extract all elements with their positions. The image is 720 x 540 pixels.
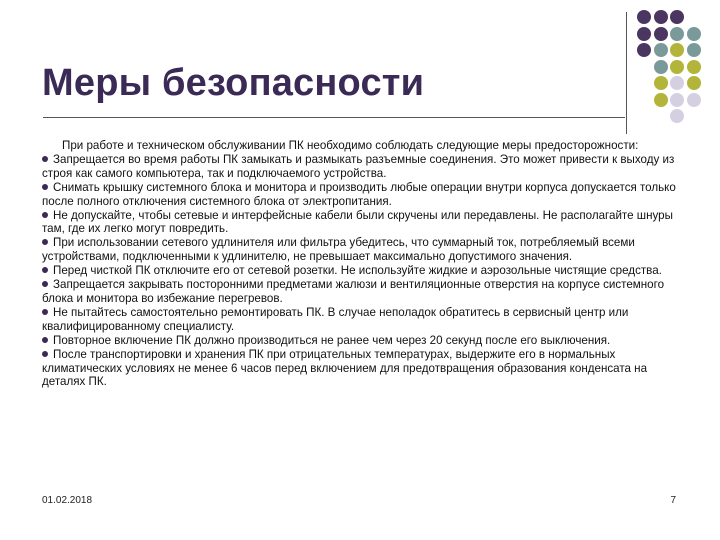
decorative-dot — [637, 27, 651, 41]
decorative-dot — [654, 76, 668, 90]
intro-text: При работе и техническом обслуживании ПК необходимо соблюдать следующие меры предосторожности: — [62, 139, 639, 152]
decorative-dot — [670, 10, 684, 24]
list-item-text: При использовании сетевого удлинителя или фильтра убедитесь, что суммарный ток, потребляемый всеми устройствами, подключенными к удлинителю, не превышает максимально допустимого значения. — [42, 236, 635, 264]
list-item-text: Запрещается закрывать посторонними предметами жалюзи и вентиляционные отверстия на корпусе системного блока и монитора во избежание перегревов. — [42, 278, 665, 305]
decorative-dot — [687, 93, 701, 107]
list-item — [42, 209, 682, 237]
decorative-dot — [654, 93, 668, 107]
decorative-dot — [670, 76, 684, 90]
decorative-dot — [637, 43, 651, 57]
vertical-divider — [626, 12, 627, 134]
bullet-icon — [42, 351, 48, 357]
slide-body — [42, 139, 682, 389]
decorative-dot — [687, 43, 701, 57]
list-item — [42, 278, 682, 306]
list-item-text: Снимать крышку системного блока и монитора и производить любые операции внутри корпуса допускается только после полного отключения системного блока от электропитания. — [42, 180, 676, 208]
title-underline — [43, 117, 625, 118]
list-item — [42, 181, 682, 209]
decorative-dot — [654, 60, 668, 74]
bullet-icon — [42, 337, 48, 343]
bullet-icon — [42, 281, 48, 287]
decorative-dot — [654, 10, 668, 24]
decorative-dot — [687, 27, 701, 41]
list-item-text: Запрещается во время работы ПК замыкать и размыкать разъемные соединения. Это может привести к выходу из строя как самого компьютера, так и подключаемого устройства. — [42, 152, 675, 180]
decorative-dot — [670, 109, 684, 123]
list-item-text: Перед чисткой ПК отключите его от сетевой розетки. Не используйте жидкие и аэрозольные чистящие средства. — [53, 264, 662, 278]
list-item — [42, 264, 682, 278]
list-item-text: Не пытайтесь самостоятельно ремонтировать ПК. В случае неполадок обратитесь в сервисный центр или квалифицированному специалисту. — [42, 305, 629, 333]
bullet-icon — [42, 267, 48, 273]
list-item — [42, 348, 682, 390]
decorative-dot — [670, 27, 684, 41]
decorative-dot — [654, 43, 668, 57]
decorative-dot — [670, 93, 684, 107]
bullet-icon — [42, 309, 48, 315]
list-item — [42, 153, 682, 181]
list-item-text: Повторное включение ПК должно производиться не ранее чем через 20 секунд после его выключения. — [53, 333, 611, 347]
list-item-text: После транспортировки и хранения ПК при отрицательных температурах, выдержите его в нормальных климатических условиях не менее 6 часов перед включением для предотвращения образования конденсата на деталях ПК. — [42, 347, 648, 389]
decorative-dot — [670, 60, 684, 74]
list-item — [42, 306, 682, 334]
list-item-text: Не допускайте, чтобы сетевые и интерфейсные кабели были скручены или передавлены. Не располагайте шнуры там, где их легко могут повредить. — [42, 208, 673, 236]
page-number: 7 — [670, 495, 676, 506]
bullet-icon — [42, 156, 48, 162]
list-item — [42, 236, 682, 264]
slide-date: 01.02.2018 — [42, 495, 93, 506]
safety-rules-list — [42, 153, 682, 389]
bullet-icon — [42, 184, 48, 190]
bullet-icon — [42, 212, 48, 218]
decorative-dot — [670, 43, 684, 57]
decorative-dot — [687, 76, 701, 90]
slide-title: Меры безопасности — [42, 62, 425, 104]
decorative-dot — [654, 27, 668, 41]
decorative-dot — [637, 10, 651, 24]
decorative-dot — [687, 60, 701, 74]
list-item — [42, 334, 682, 348]
bullet-icon — [42, 239, 48, 245]
